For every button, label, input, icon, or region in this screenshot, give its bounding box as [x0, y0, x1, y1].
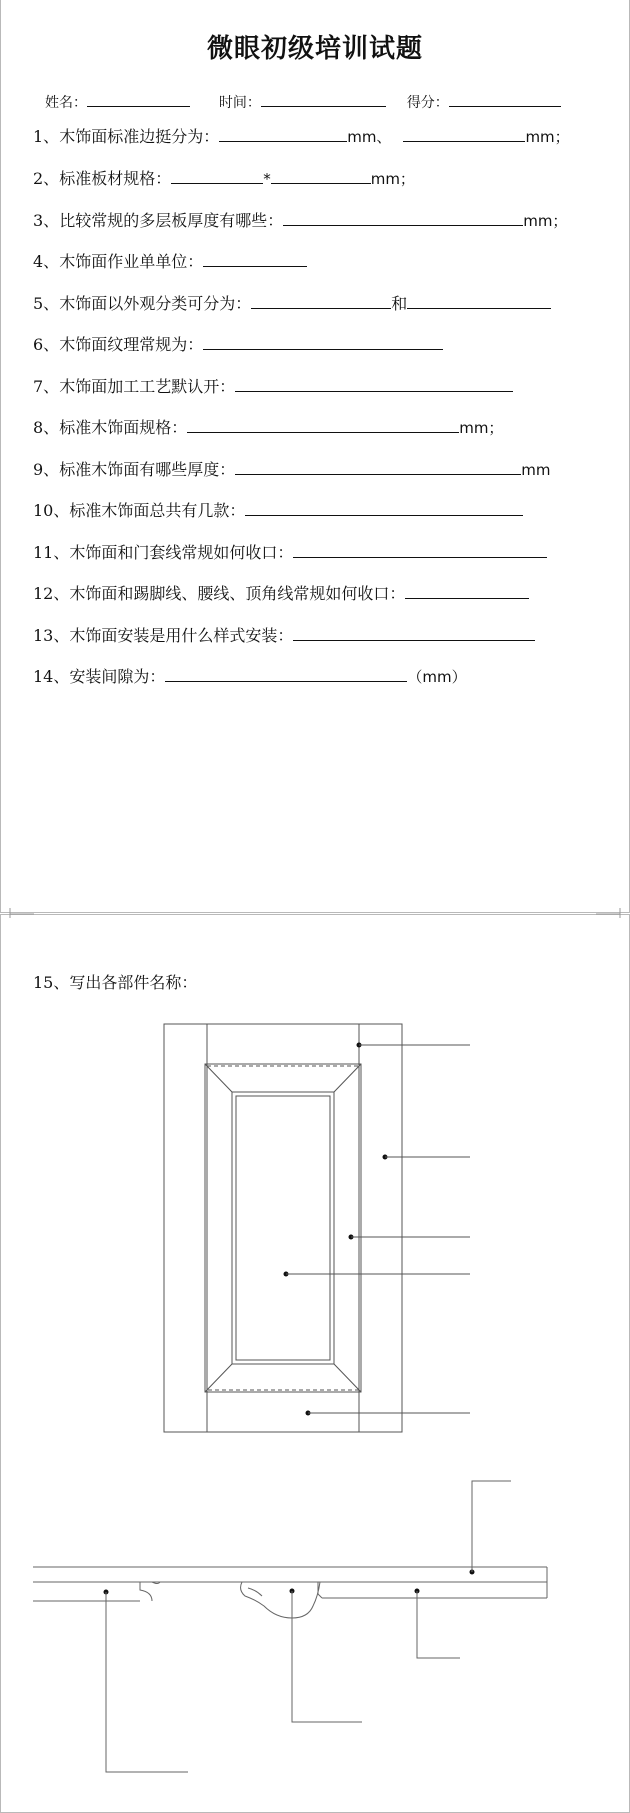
question-1: [33, 124, 570, 147]
question-12: [33, 581, 529, 604]
question-5: [33, 291, 551, 314]
question-text: 木饰面加工工艺默认开：: [59, 377, 236, 396]
question-4: [33, 249, 307, 272]
question-15: [33, 970, 197, 993]
question-13: [33, 623, 535, 646]
question-number: 7、: [33, 377, 60, 396]
answer-blank[interactable]: [165, 667, 407, 682]
question-number: 10、: [33, 501, 70, 520]
question-number: 5、: [33, 294, 60, 313]
question-number: 8、: [33, 418, 60, 437]
question-text: 写出各部件名称：: [69, 973, 198, 992]
answer-blank[interactable]: [407, 294, 551, 309]
question-8: [33, 415, 503, 438]
name-label: 姓名：: [45, 95, 87, 111]
answer-blank[interactable]: [405, 584, 529, 599]
answer-blank[interactable]: [171, 169, 263, 184]
question-text: 木饰面和门套线常规如何收口：: [69, 543, 294, 562]
answer-blank[interactable]: [235, 460, 521, 475]
question-10: [33, 498, 523, 521]
question-11: [33, 540, 547, 563]
question-number: 6、: [33, 335, 60, 354]
unit-label: mm；: [459, 419, 504, 437]
unit-label: mm: [521, 461, 551, 479]
question-6: [33, 332, 443, 355]
question-text: 标准板材规格：: [59, 169, 172, 188]
question-text: 比较常规的多层板厚度有哪些：: [59, 211, 284, 230]
question-9: [33, 457, 550, 480]
answer-blank[interactable]: [251, 294, 391, 309]
question-number: 9、: [33, 460, 60, 479]
question-text: 木饰面以外观分类可分为：: [59, 294, 252, 313]
answer-blank[interactable]: [403, 127, 525, 142]
question-text: 标准木饰面有哪些厚度：: [59, 460, 236, 479]
question-text: 木饰面纹理常规为：: [59, 335, 204, 354]
page-title: 微眼初级培训试题: [206, 34, 423, 64]
answer-blank[interactable]: [245, 501, 523, 516]
question-number: 2、: [33, 169, 60, 188]
unit-label: mm、: [347, 128, 392, 146]
unit-label: （mm）: [407, 668, 467, 686]
question-number: 14、: [33, 667, 70, 686]
answer-blank[interactable]: [293, 626, 535, 641]
question-number: 12、: [33, 584, 70, 603]
answer-blank[interactable]: [219, 127, 347, 142]
question-text: 标准木饰面规格：: [59, 418, 188, 437]
question-14: [33, 664, 467, 687]
unit-label: mm；: [523, 212, 568, 230]
score-blank[interactable]: [449, 92, 561, 107]
question-text: 木饰面作业单单位：: [59, 252, 204, 271]
answer-blank[interactable]: [293, 543, 547, 558]
page-break-marks: [0, 908, 630, 918]
question-number: 15、: [33, 973, 70, 992]
question-number: 11、: [33, 543, 70, 562]
answer-blank[interactable]: [271, 169, 371, 184]
question-number: 4、: [33, 252, 60, 271]
separator: *: [263, 170, 271, 188]
score-label: 得分：: [406, 95, 449, 111]
question-text: 安装间隙为：: [69, 667, 166, 686]
unit-label: mm；: [370, 170, 415, 188]
answer-blank[interactable]: [187, 418, 459, 433]
answer-blank[interactable]: [235, 377, 513, 392]
question-number: 1、: [33, 127, 60, 146]
question-number: 13、: [33, 626, 70, 645]
name-blank[interactable]: [87, 92, 190, 107]
time-label: 时间：: [218, 95, 261, 111]
question-3: [33, 208, 567, 231]
answer-blank[interactable]: [203, 252, 307, 267]
time-blank[interactable]: [261, 92, 386, 107]
answer-blank[interactable]: [283, 211, 523, 226]
separator: 和: [391, 294, 408, 313]
question-text: 木饰面标准边挺分为：: [59, 127, 220, 146]
question-7: [33, 374, 513, 397]
question-text: 木饰面安装是用什么样式安装：: [69, 626, 294, 645]
unit-label: mm；: [525, 128, 570, 146]
question-text: 木饰面和踢脚线、腰线、顶角线常规如何收口：: [69, 584, 406, 603]
question-text: 标准木饰面总共有几款：: [69, 501, 246, 520]
answer-blank[interactable]: [203, 335, 443, 350]
page-2: [0, 914, 630, 1813]
question-2: [33, 166, 415, 189]
question-number: 3、: [33, 211, 60, 230]
info-row: [45, 92, 561, 112]
